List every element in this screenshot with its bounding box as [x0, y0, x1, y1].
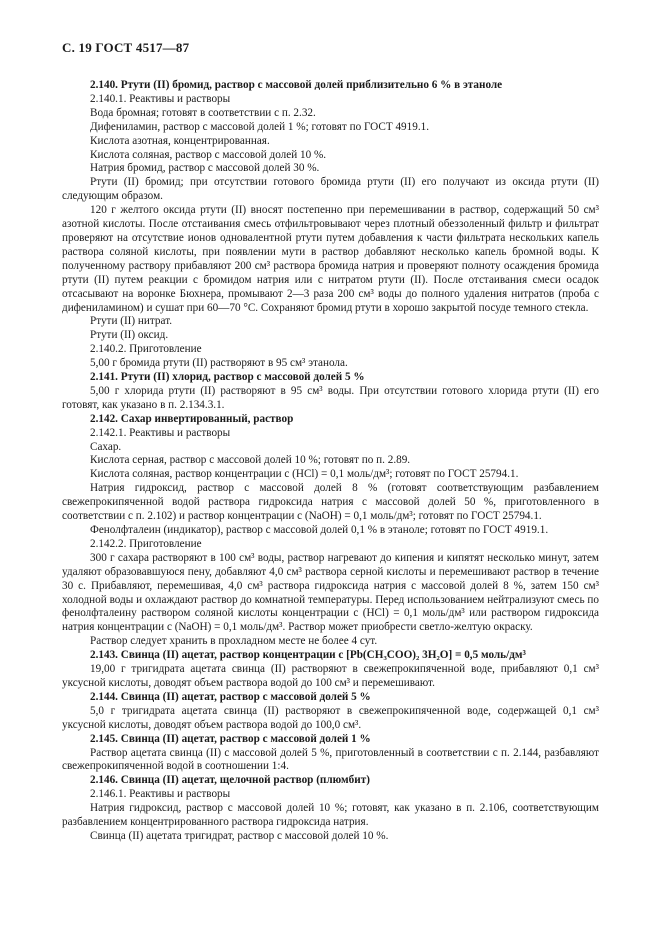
paragraph: Натрия бромид, раствор с массовой долей 30 %. [90, 162, 320, 175]
paragraph: 5,0 г тригидрата ацетата свинца (II) растворяют в свежепрокипяченной воде, содержащей 0,1 см³ уксусной кислоты, доводят объем раствора водой до 100,0 см³. [62, 704, 599, 731]
section-heading: 2.144. Свинца (II) ацетат, раствор с массовой долей 5 % [90, 690, 371, 703]
paragraph: Кислота соляная, раствор концентрации c (HCl) = 0,1 моль/дм³; готовят по ГОСТ 25794.1. [90, 468, 519, 481]
paragraph: 5,00 г бромида ртути (II) растворяют в 95 см³ этанола. [90, 357, 348, 370]
paragraph: 5,00 г хлорида ртути (II) растворяют в 95 см³ воды. При отсутствии готового хлорида ртути (II) его готовят, как указано в п. 2.134.3.1. [62, 384, 599, 411]
paragraph: Кислота серная, раствор с массовой долей 10 %; готовят по п. 2.89. [90, 454, 411, 467]
paragraph: Сахар. [90, 440, 122, 453]
paragraph: 120 г желтого оксида ртути (II) вносят постепенно при перемешивании в раствор, содержащий 50 см³ азотной кислоты. После отстаивания смесь отфильтровывают через плотный обеззоленный фильтр и фильтрат проверяют на отсутствие ионов одновалентной ртути путем добавления к части фильтрата нескольких капель раствора соляной кислоты, при появлении мути в раствор добавляют несколько капель бромной воды. К полученному раствору прибавляют 200 см³ раствора бромида натрия и проверяют полноту осаждения бромида ртути (II) путем реакции с бромидом натрия или с нитратом ртути (II). После отстаивания смеси осадок отсасывают на воронке Бюхнера, промывают 2—3 раза 200 см³ воды до полного удаления нитратов (проба с дифениламином) и сушат при 60—70 °С. Сохраняют бромид ртути в хорошо закрытой посуде темного стекла. [62, 204, 599, 314]
section-heading: 2.146. Свинца (II) ацетат, щелочной раствор (плюмбит) [90, 774, 370, 787]
section-heading: 2.140. Ртути (II) бромид, раствор с массовой долей приблизительно 6 % в этаноле [90, 79, 503, 91]
paragraph: Натрия гидроксид, раствор с массовой долей 8 % (готовят соответствующим разбавлением свежепрокипяченной водой раствора гидроксида натрия с массовой долей 50 %, приготовленного в соответствии с п. 2.102) и раствор концентрации c (NaOH) = 0,1 моль/дм³; готовят по ГОСТ 25794.1. [62, 482, 599, 523]
paragraph: Ртути (II) оксид. [90, 329, 169, 342]
paragraph: Кислота азотная, концентрированная. [90, 134, 270, 147]
paragraph: 2.142.2. Приготовление [90, 537, 202, 550]
section-heading: 2.143. Свинца (II) ацетат, раствор концентрации c [Pb(CH₃COO)₂ 3H₂O] = 0,5 моль/дм³ [90, 649, 526, 662]
section-heading: 2.142. Сахар инвертированный, раствор [90, 412, 294, 425]
paragraph: Натрия гидроксид, раствор с массовой долей 10 %; готовят, как указано в п. 2.106, соответствующим разбавлением концентрированного раствора гидроксида натрия. [62, 802, 599, 829]
paragraph: 19,00 г тригидрата ацетата свинца (II) растворяют в свежепрокипяченной воде, прибавляют 0,1 см³ уксусной кислоты, доводят объем раствора водой до 100 см³ и перемешивают. [62, 663, 599, 689]
paragraph: 2.142.1. Реактивы и растворы [90, 426, 231, 439]
paragraph: Дифениламин, раствор с массовой долей 1 %; готовят по ГОСТ 4919.1. [90, 120, 430, 133]
document-body [62, 79, 599, 844]
paragraph: Раствор ацетата свинца (II) с массовой долей 5 %, приготовленный в соответствии с п. 2.144, разбавляют свежепрокипяченной водой в соотношении 1:4. [62, 746, 599, 773]
section-heading: 2.145. Свинца (II) ацетат, раствор с массовой долей 1 % [90, 732, 371, 745]
paragraph: Ртути (II) нитрат. [90, 315, 173, 328]
paragraph: Фенолфталеин (индикатор), раствор с массовой долей 0,1 % в этаноле; готовят по ГОСТ 4919.1. [90, 524, 549, 536]
paragraph: 300 г сахара растворяют в 100 см³ воды, раствор нагревают до кипения и кипятят несколько минут, затем удаляют образовавшуюся пену, добавляют 4,0 см³ раствора серной кислоты и перемешивают раствор в течение 30 с. Прибавляют, перемешивая, 4,0 см³ раствора гидроксида натрия с массовой долей 8 %, затем 150 см³ холодной воды и охлаждают раствор до комнатной температуры. Перед использованием нейтрализуют смесь по фенолфталеину раствором соляной кислоты концентрации c (HCl) = 0,1 моль/дм³ или раствором гидроксида натрия концентрации c (NaOH) = 0,1 моль/дм³. Раствор может приобрести светло-желтую окраску. [62, 551, 599, 634]
paragraph: 2.140.2. Приготовление [90, 343, 202, 356]
section-heading: 2.141. Ртути (II) хлорид, раствор с массовой долей 5 % [90, 371, 365, 384]
paragraph: Раствор следует хранить в прохладном месте не более 4 сут. [90, 635, 378, 648]
paragraph: Свинца (II) ацетата тригидрат, раствор с массовой долей 10 %. [90, 829, 389, 842]
paragraph: 2.146.1. Реактивы и растворы [90, 788, 231, 801]
paragraph: 2.140.1. Реактивы и растворы [90, 92, 231, 105]
paragraph: Кислота соляная, раствор с массовой долей 10 %. [90, 148, 327, 161]
page-header: С. 19 ГОСТ 4517—87 [62, 40, 190, 55]
paragraph: Вода бромная; готовят в соответствии с п. 2.32. [90, 106, 316, 119]
paragraph: Ртути (II) бромид; при отсутствии готового бромида ртути (II) его получают из оксида ртути (II) следующим образом. [62, 176, 599, 203]
